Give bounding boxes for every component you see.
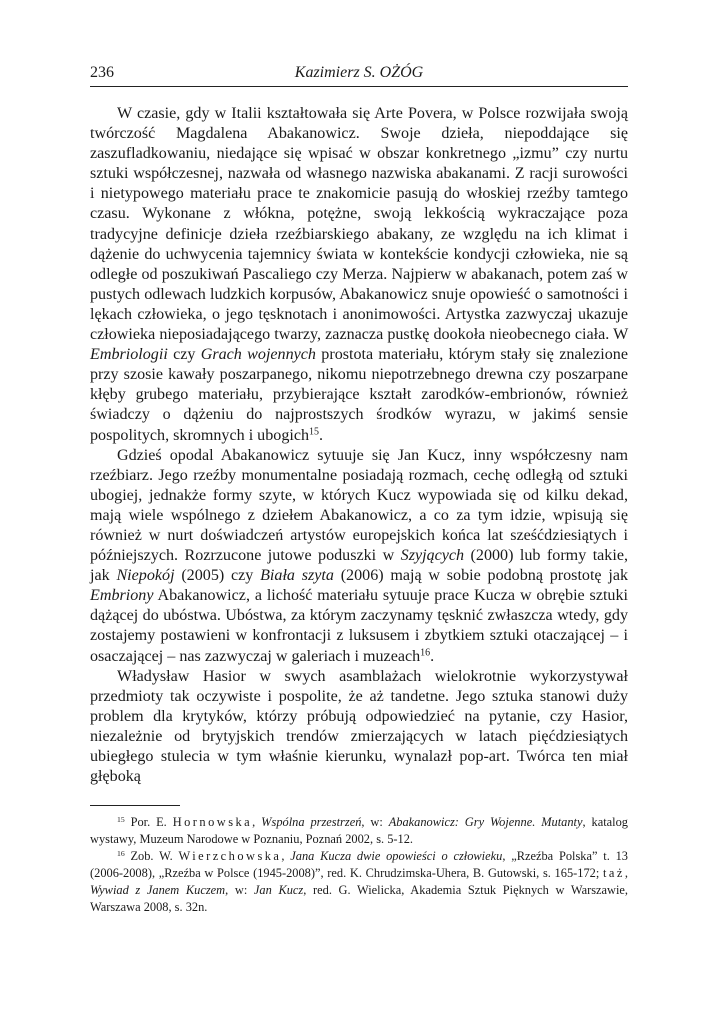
body-text xyxy=(90,104,628,787)
footnote-text: , xyxy=(281,849,291,864)
italic-title: Grach wojennych xyxy=(200,346,316,364)
footnote-text: , xyxy=(624,866,628,881)
page-header xyxy=(90,60,628,87)
paragraph xyxy=(90,104,628,446)
paragraph-text: Gdzieś opodal Abakanowicz sytuuje się Jan Kucz, inny współczesny nam rzeźbiarz. Jego rzeźby monumentalne posiadają rozmach, cechę odległą od sztuki ubogiej, jednakże formy szyte, w których Kucz wypowiada się od kilku dekad, mają wiele wspólnego z dziełem Abakanowicz, a co za tym idzie, wpisują się również w nurt doświadczeń artystów europejskich końca lat sześćdziesiątych i późniejszych. Rozrzucone jutowe poduszki w xyxy=(90,446,628,565)
footnote-text: , „Rzeźba Polska” t. 13 (2006-2008), „Rzeźba w Polsce (1945-2008)”, red. K. Chrudzimska-Uhera, B. Gutowski, s. 165-172; xyxy=(90,849,628,881)
footnotes xyxy=(90,814,628,917)
paragraph-text: Abakanowicz, a lichość materiału sytuuje prace Kucza w obrębie sztuki dążącej do ubóstwa. Ubóstwa, za którym zaczynamy tęsknić zwłaszcza wtedy, gdy zostajemy postawieni w konfrontacji z luksusem i zbytkiem sztuki otaczającej – i osaczającej – nas zazwyczaj w galeriach i muzeach xyxy=(90,587,628,665)
footnote-text: , red. G. Wielicka, Akademia Sztuk Pięknych w Warszawie, Warszawa 2008, s. 32n. xyxy=(90,883,629,915)
footnote-book: Jan Kucz xyxy=(253,883,304,898)
page-number: 236 xyxy=(90,64,114,81)
footnote-title: Jana Kucza dwie opowieści o człowieku xyxy=(290,849,503,864)
italic-title: Embriologii xyxy=(90,346,168,364)
paragraph-text: W czasie, gdy w Italii kształtowała się Arte Povera, w Polsce rozwijała swoją twórczość Magdalena Abakanowicz. Swoje dzieła, niepoddające się zaszufladkowaniu, niedające się wpisać w obszar konkretnego „izmu” czy nurtu sztuki współczesnej, nazwała od własnego nazwiska abakanami. Z racji surowości i nietypowego materiału prace te znakomicie pasują do włoskiej rzeźby tamtego czasu. Wykonane z włókna, potężne, swoją lekkością wykraczające poza tradycyjne definicje dzieła rzeźbiarskiego abakany, ze względu na ich klimat i dążenie do uchwycenia tajemnicy świata w kontekście kondycji człowieka, nie są odległe od poszukiwań Pascaliego czy Merza. Najpierw w abakanach, potem zaś w pustych odlewach ludzkich korpusów, Abakanowicz snuje opowieść o samotności i lękach człowieka, o jego tęsknotach i anonimowości. Artystka zazwyczaj ukazuje człowieka nieposiadającego twarzy, zaznacza pustkę dookoła nieobecnego ciała. W xyxy=(90,105,628,344)
footnote-text: , katalog wystawy, Muzeum Narodowe w Poznaniu, Poznań 2002, s. 5-12. xyxy=(90,815,628,847)
footnote-15 xyxy=(90,814,628,848)
paragraph-text: Władysław Hasior w swych asamblażach wielokrotnie wykorzystywał przedmioty tak oczywiste i pospolite, że aż tandetne. Jego sztuka stanowi duży problem dla krytyków, którzy próbują odpowiedzieć na pytanie, czy Hasior, niezależnie od brytyjskich trendów zmierzających w latach pięćdziesiątych ubiegłego stulecia w tym właśnie kierunku, wynalazł pop-art. Twórca ten miał głęboką xyxy=(90,667,628,786)
footnote-text: , w: xyxy=(361,815,389,829)
footnote-title: Wywiad z Janem Kuczem xyxy=(90,883,226,898)
italic-title: Embriony xyxy=(90,587,154,605)
paragraph-text: prostota materiału, którym stały się znalezione przy szosie kawały poszarpanego, nikomu niepotrzebnego drewna czy poszarpane kłęby grubego materiału, przybierające kształt zarodków-embrionów, również świadczy o dążeniu do najprostszych środków wyrazu, w jakimś sensie pospolitych, skromnych i ubogich xyxy=(90,346,628,444)
footnote-separator xyxy=(90,805,180,806)
paragraph-text: (2006) mają w sobie podobną prostotę jak xyxy=(333,567,629,585)
footnote-16 xyxy=(90,848,628,916)
footnote-author: taż xyxy=(603,866,625,881)
italic-title: Niepokój xyxy=(116,567,175,585)
footnote-author: Wierzchowska xyxy=(178,849,282,864)
paragraph-text: (2005) czy xyxy=(174,567,261,585)
paragraph-text: (2000) lub formy takie, jak xyxy=(90,547,628,585)
italic-title: Szyjących xyxy=(400,547,465,565)
footnote-text: , w: xyxy=(225,883,254,898)
footnote-book: Abakanowicz: Gry Wojenne. Mutanty xyxy=(388,815,583,829)
footnote-text: Por. E. xyxy=(124,815,173,829)
footnote-number: 15 xyxy=(117,814,125,824)
paragraph xyxy=(90,667,628,788)
paragraph-text: . xyxy=(430,647,435,665)
footnote-number: 16 xyxy=(117,848,125,858)
footnote-text: , xyxy=(252,815,262,829)
italic-title: Biała szyta xyxy=(260,567,334,585)
footnote-author: Hornowska xyxy=(172,815,253,829)
footnote-text: Zob. W. xyxy=(124,849,179,864)
paragraph xyxy=(90,446,628,667)
footnote-title: Wspólna przestrzeń xyxy=(261,815,362,829)
paragraph-text: czy xyxy=(167,346,201,364)
running-head: Kazimierz S. OŻÓG xyxy=(294,64,424,81)
footnote-ref-16[interactable]: 16 xyxy=(420,647,431,659)
paragraph-text: . xyxy=(319,426,324,444)
footnote-ref-15[interactable]: 15 xyxy=(309,426,320,438)
